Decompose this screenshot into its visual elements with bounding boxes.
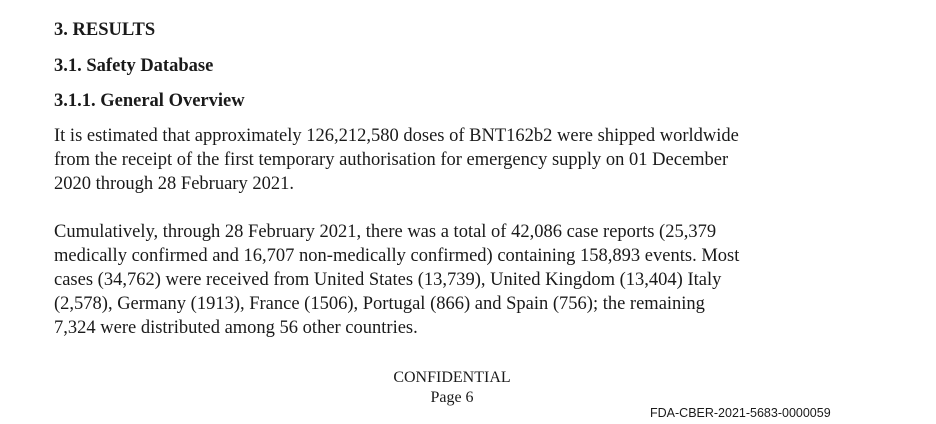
confidential-label: CONFIDENTIAL	[393, 369, 511, 386]
subsection-heading: 3.1. Safety Database	[54, 56, 214, 76]
paragraph-line: Cumulatively, through 28 February 2021, there was a total of 42,086 case reports (25,379	[54, 222, 717, 242]
document-id: FDA-CBER-2021-5683-0000059	[650, 406, 831, 420]
paragraph-line: 7,324 were distributed among 56 other countries.	[54, 318, 418, 338]
paragraph-case-reports	[54, 220, 914, 340]
paragraph-doses-shipped	[54, 124, 914, 196]
section-heading: 3. RESULTS	[54, 20, 156, 40]
paragraph-line: cases (34,762) were received from United States (13,739), United Kingdom (13,404) Italy	[54, 270, 722, 290]
paragraph-line: It is estimated that approximately 126,212,580 doses of BNT162b2 were shipped worldwide	[54, 126, 739, 146]
paragraph-line: 2020 through 28 February 2021.	[54, 174, 294, 194]
page-number: Page 6	[430, 389, 474, 406]
paragraph-line: (2,578), Germany (1913), France (1506), Portugal (866) and Spain (756); the remaining	[54, 294, 705, 314]
subsubsection-heading: 3.1.1. General Overview	[54, 91, 245, 111]
paragraph-line: medically confirmed and 16,707 non-medically confirmed) containing 158,893 events. Most	[54, 246, 740, 266]
paragraph-line: from the receipt of the first temporary authorisation for emergency supply on 01 December	[54, 150, 729, 170]
